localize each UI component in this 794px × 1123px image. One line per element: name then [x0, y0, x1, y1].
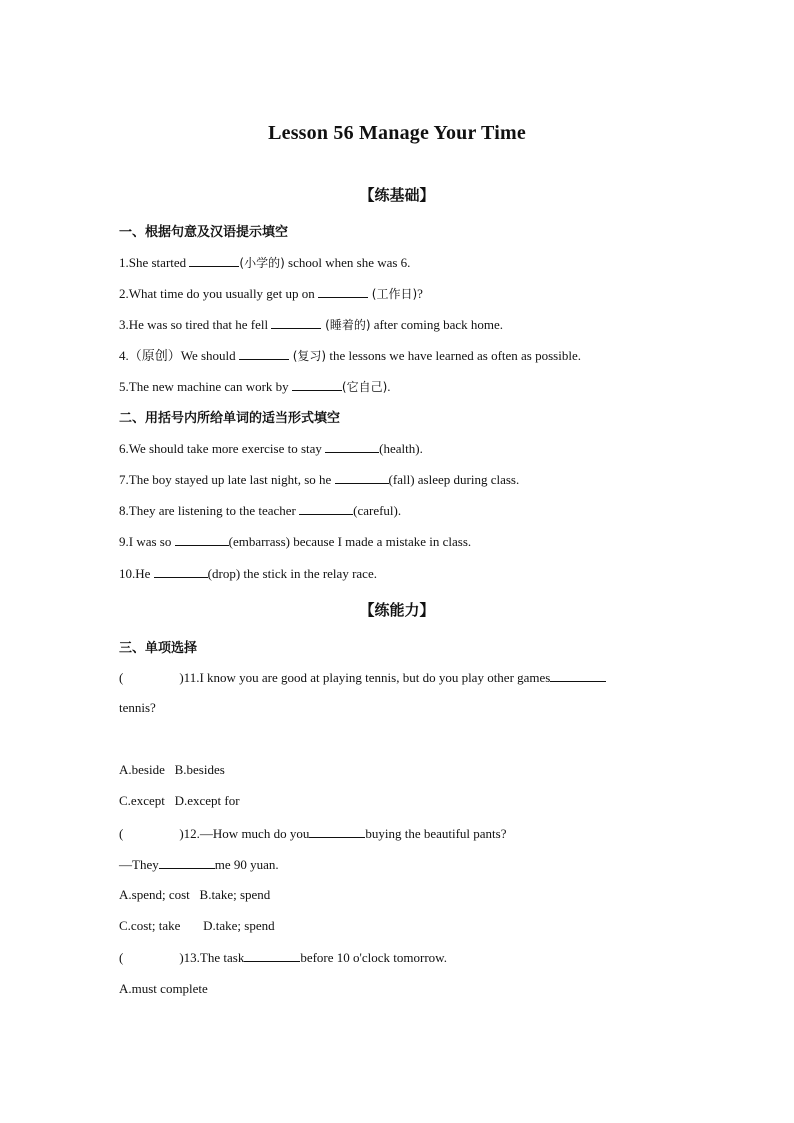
question-text: buying the beautiful pants?	[365, 826, 507, 841]
question-11-continued: tennis?	[119, 700, 156, 715]
answer-blank	[154, 565, 208, 578]
question-6	[119, 440, 423, 457]
question-text: (embarrass) because I made a mistake in class.	[228, 534, 472, 549]
question-text: school when she was 6.	[284, 255, 411, 270]
question-5	[119, 378, 391, 395]
question-text: 6.We should take more exercise to stay	[119, 441, 326, 456]
question-3	[119, 316, 503, 333]
hint-text: (睡着的)	[321, 318, 371, 332]
answer-blank	[189, 254, 239, 267]
question-text: 4.（原创）We should	[119, 348, 239, 363]
question-11-options-ab: A.beside B.besides	[119, 762, 225, 777]
hint-text: (它自己)	[341, 380, 388, 394]
question-13-option-a: A.must complete	[119, 981, 208, 996]
question-text: (fall) asleep during class.	[388, 472, 520, 487]
question-text: 9.I was so	[119, 534, 175, 549]
question-9	[119, 533, 471, 550]
hint-text: (复习)	[288, 349, 327, 363]
answer-blank	[309, 825, 365, 838]
question-7	[119, 471, 519, 488]
part-heading-multiple-choice: 三、单项选择	[119, 641, 198, 656]
hint-text: (小学的)	[239, 256, 285, 270]
question-text: (drop) the stick in the relay race.	[207, 566, 377, 581]
question-text: )13.The task	[179, 950, 245, 965]
answer-blank	[325, 440, 379, 453]
question-8	[119, 502, 401, 519]
question-12-options-cd: C.cost; take D.take; spend	[119, 918, 275, 933]
question-text: 3.He was so tired that he fell	[119, 317, 272, 332]
part-heading-fill-chinese-hint: 一、根据句意及汉语提示填空	[119, 225, 289, 240]
answer-paren-open: (	[119, 950, 124, 965]
answer-paren-open: (	[119, 826, 124, 841]
question-text: —They	[119, 857, 159, 872]
question-text: before 10 o'clock tomorrow.	[300, 950, 447, 965]
question-1	[119, 254, 410, 271]
question-2	[119, 285, 423, 302]
question-text: 5.The new machine can work by	[119, 379, 292, 394]
question-text: me 90 yuan.	[214, 857, 279, 872]
question-text: 1.She started	[119, 255, 190, 270]
section-heading-basics: 【练基础】	[359, 186, 435, 204]
question-text: 10.He	[119, 566, 154, 581]
question-text: (health).	[379, 441, 423, 456]
answer-blank	[335, 471, 389, 484]
question-text: .	[387, 379, 391, 394]
question-11	[119, 669, 606, 686]
page-title: Lesson 56 Manage Your Time	[268, 122, 526, 144]
question-12-reply	[119, 856, 279, 873]
section-heading-ability: 【练能力】	[359, 601, 435, 619]
answer-blank	[292, 378, 342, 391]
answer-blank	[271, 316, 321, 329]
part-heading-word-forms: 二、用括号内所给单词的适当形式填空	[119, 411, 341, 426]
question-text: 7.The boy stayed up late last night, so he	[119, 472, 335, 487]
question-4	[119, 347, 581, 364]
question-text: 2.What time do you usually get up on	[119, 286, 318, 301]
question-text: after coming back home.	[370, 317, 504, 332]
question-text: ?	[417, 286, 423, 301]
question-text: 8.They are listening to the teacher	[119, 503, 300, 518]
answer-blank	[299, 502, 353, 515]
question-12-options-ab: A.spend; cost B.take; spend	[119, 887, 271, 902]
question-10	[119, 565, 377, 582]
answer-blank	[175, 533, 229, 546]
question-text: (careful).	[353, 503, 402, 518]
answer-blank	[550, 669, 606, 682]
answer-blank	[239, 347, 289, 360]
question-13	[119, 949, 447, 966]
answer-blank	[318, 285, 368, 298]
answer-blank	[159, 856, 215, 869]
question-11-options-cd: C.except D.except for	[119, 793, 240, 808]
hint-text: (工作日)	[367, 287, 418, 301]
answer-blank	[244, 949, 300, 962]
question-text: )11.I know you are good at playing tennis, but do you play other games	[179, 670, 551, 685]
answer-paren-open: (	[119, 670, 124, 685]
question-text: )12.—How much do you	[179, 826, 310, 841]
question-12	[119, 825, 507, 842]
question-text: the lessons we have learned as often as possible.	[326, 348, 581, 363]
